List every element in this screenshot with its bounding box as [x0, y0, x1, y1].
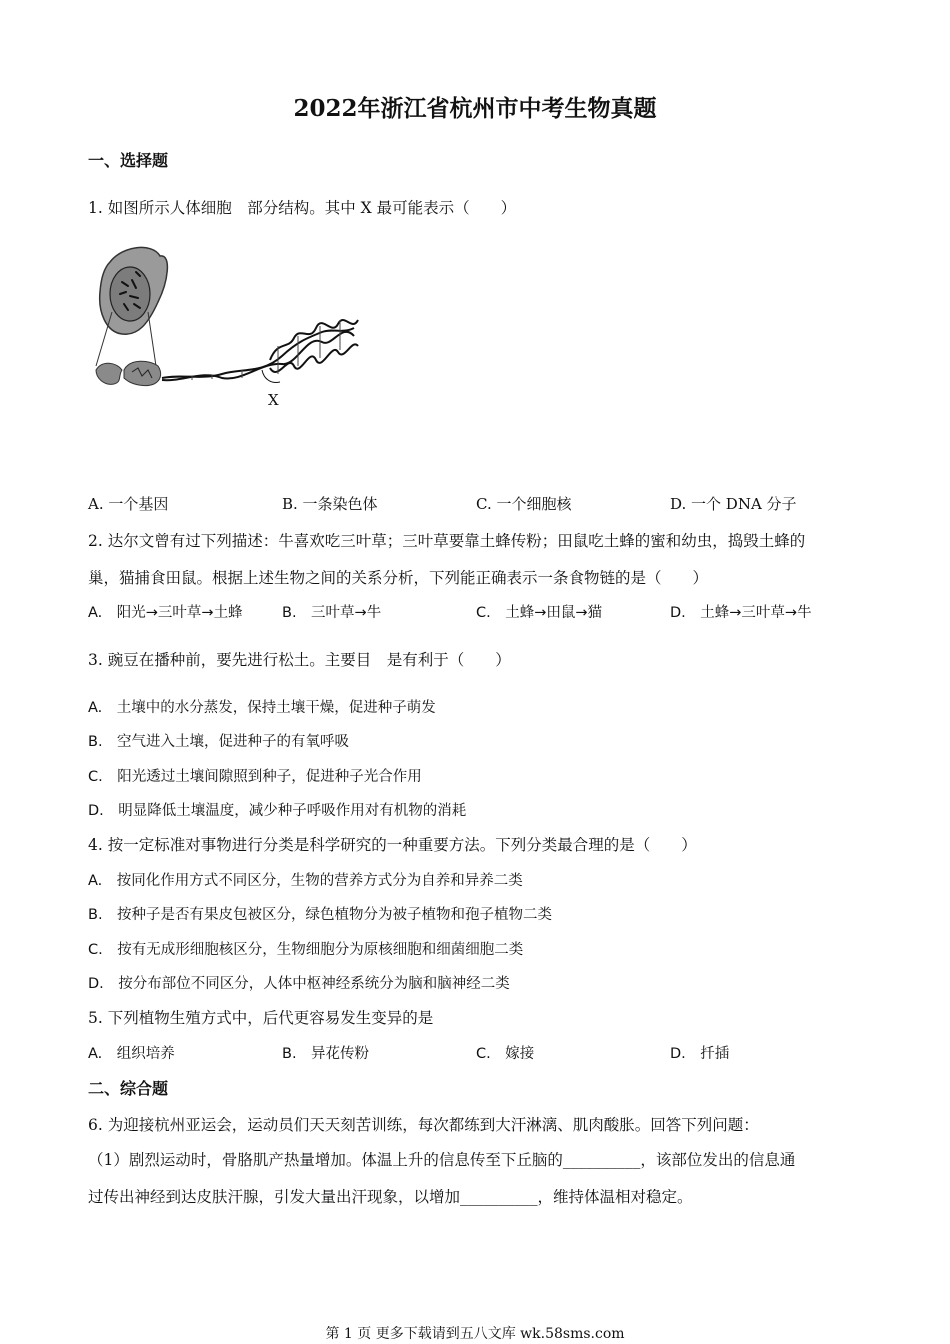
- question-2-option-a: A. 阳光→三叶草→土蜂: [88, 605, 243, 621]
- figure-label-x: X: [268, 391, 279, 409]
- question-2-stem-line-1: 2. 达尔文曾有过下列描述：牛喜欢吃三叶草；三叶草要靠土蜂传粉；田鼠吃土蜂的蜜和幼虫，捣毁土蜂的: [88, 532, 806, 550]
- question-1-option-d: D. 一个 DNA 分子: [670, 495, 797, 513]
- question-4-stem: 4. 按一定标准对事物进行分类是科学研究的一种重要方法。下列分类最合理的是（ ）: [88, 836, 697, 854]
- question-4-option-d: D. 按分布部位不同区分，人体中枢神经系统分为脑和脑神经二类: [88, 976, 510, 992]
- question-2-option-d: D. 土蜂→三叶草→牛: [670, 605, 812, 621]
- question-6-stem: 6. 为迎接杭州亚运会，运动员们天天刻苦训练，每次都练到大汗淋漓、肌肉酸胀。回答下列问题：: [88, 1116, 759, 1134]
- section-heading-comprehensive: 二、综合题: [88, 1079, 169, 1098]
- question-4-option-c: C. 按有无成形细胞核区分，生物细胞分为原核细胞和细菌细胞二类: [88, 942, 524, 958]
- question-6-part-1-line-2: 过传出神经到达皮肤汗腺，引发大量出汗现象，以增加__________，维持体温相对稳定。: [88, 1188, 693, 1206]
- cell-chromosome-dna-figure: [92, 242, 362, 412]
- question-1-option-b: B. 一条染色体: [282, 495, 378, 513]
- question-2-option-c: C. 土蜂→田鼠→猫: [476, 605, 603, 621]
- section-heading-choice: 一、选择题: [88, 151, 169, 170]
- question-4-option-a: A. 按同化作用方式不同区分，生物的营养方式分为自养和异养二类: [88, 873, 523, 889]
- question-6-part-1-line-1: （1）剧烈运动时，骨胳肌产热量增加。体温上升的信息传至下丘脑的__________，该部位发出的信息通: [88, 1151, 796, 1169]
- question-1-option-a: A. 一个基因: [88, 495, 169, 513]
- page-title: 2022年浙江省杭州市中考生物真题: [293, 95, 657, 122]
- question-5-option-b: B. 异花传粉: [282, 1046, 370, 1062]
- question-5-stem: 5. 下列植物生殖方式中，后代更容易发生变异的是: [88, 1009, 434, 1027]
- question-3-option-d: D. 明显降低土壤温度，减少种子呼吸作用对有机物的消耗: [88, 803, 467, 819]
- question-5-option-a: A. 组织培养: [88, 1046, 175, 1062]
- dna-helix-illustration: [162, 320, 358, 383]
- question-2-stem-line-2: 巢，猫捕食田鼠。根据上述生物之间的关系分析，下列能正确表示一条食物链的是（ ）: [88, 569, 709, 587]
- page-footer: 第 1 页 更多下载请到五八文库 wk.58sms.com: [325, 1326, 625, 1342]
- chromosome-illustration: [96, 361, 161, 385]
- question-3-option-b: B. 空气进入土壤，促进种子的有氧呼吸: [88, 734, 350, 750]
- question-5-option-c: C. 嫁接: [476, 1046, 535, 1062]
- question-3-stem: 3. 豌豆在播种前，要先进行松土。主要目 是有利于（ ）: [88, 651, 511, 669]
- question-1-stem: 1. 如图所示人体细胞 部分结构。其中 X 最可能表示（ ）: [88, 199, 517, 217]
- question-4-option-b: B. 按种子是否有果皮包被区分，绿色植物分为被子植物和孢子植物二类: [88, 907, 553, 923]
- question-2-option-b: B. 三叶草→牛: [282, 605, 382, 621]
- question-5-option-d: D. 扦插: [670, 1046, 730, 1062]
- question-1-option-c: C. 一个细胞核: [476, 495, 572, 513]
- question-3-option-a: A. 土壤中的水分蒸发，保持土壤干燥，促进种子萌发: [88, 700, 436, 716]
- cell-illustration: [100, 247, 168, 334]
- question-3-option-c: C. 阳光透过土壤间隙照到种子，促进种子光合作用: [88, 769, 422, 785]
